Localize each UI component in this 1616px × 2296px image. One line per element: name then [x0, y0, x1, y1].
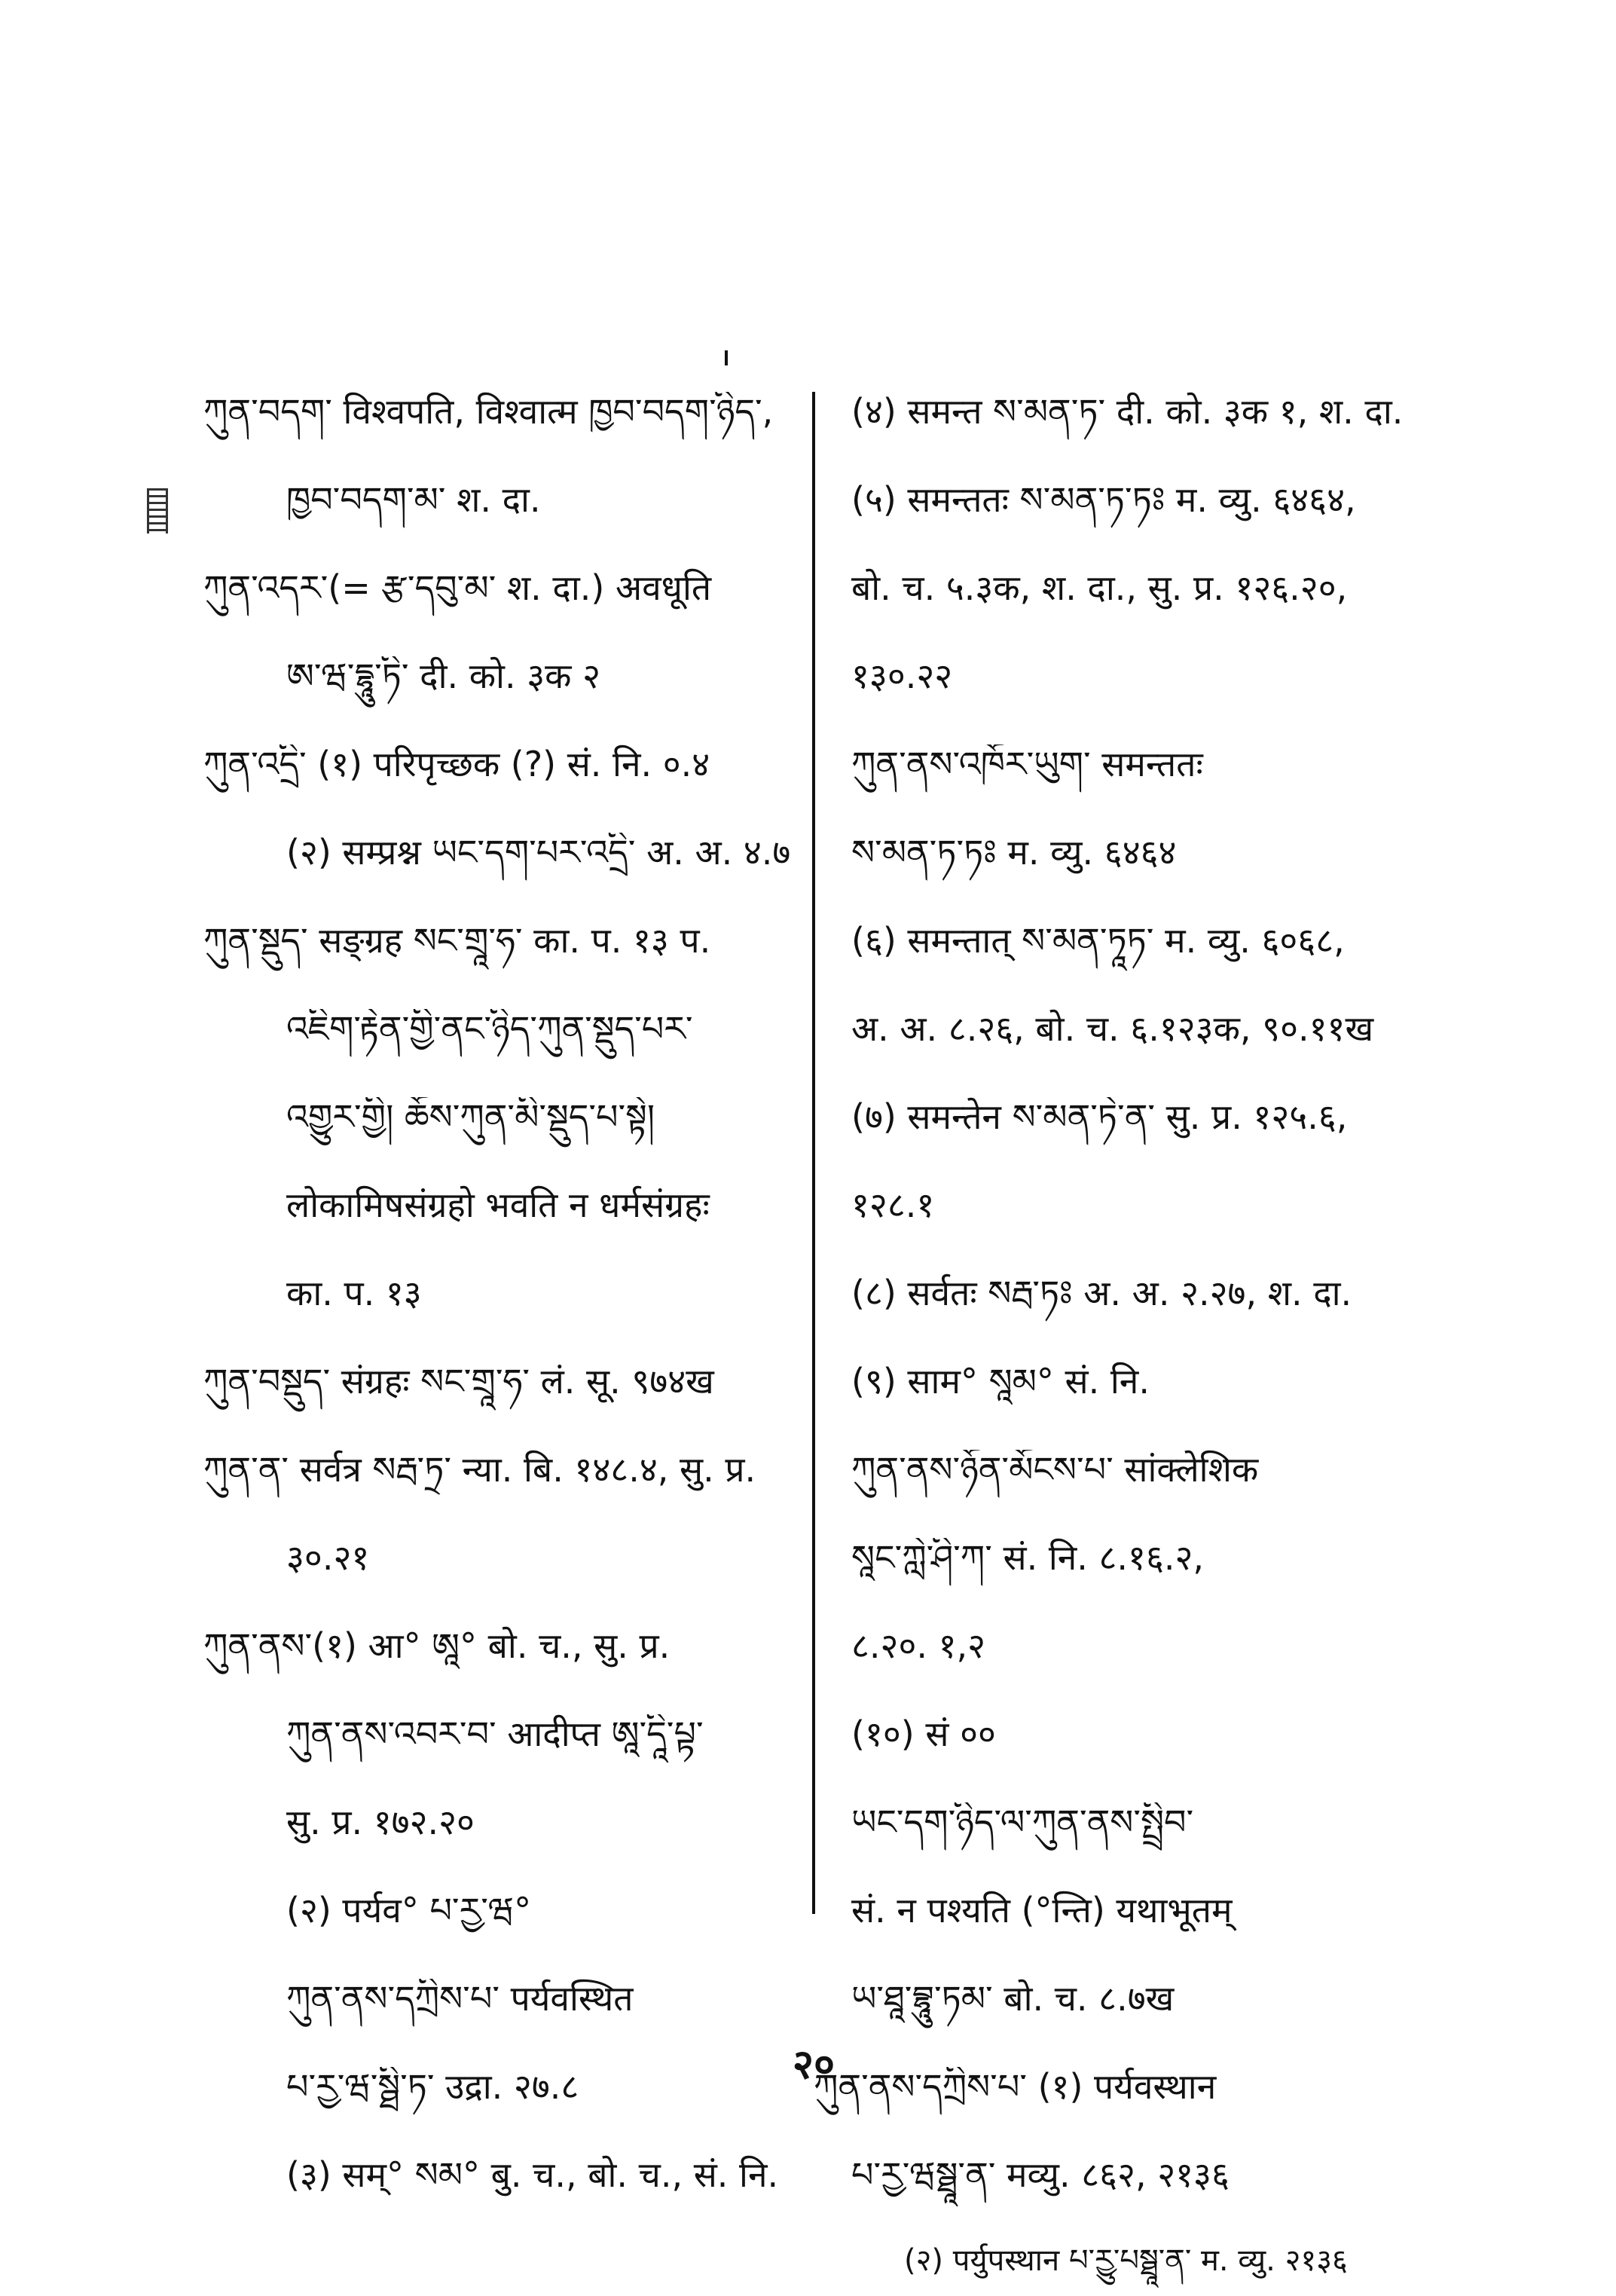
dictionary-line: (७) समन्तेन ས་མན་ཏེ་ན་ सु. प्र. १२५.६,: [851, 1097, 1348, 1137]
dictionary-line: ཀུན་འདྲི་ (१) परिपृच्छक (?) सं. नि. ०.४: [203, 744, 710, 784]
footnote-line: (२) पर्युपस्थान པ་རྱུ་པསྠཱ་ན་ म. व्यु. २१३६: [904, 2243, 1348, 2278]
dictionary-line: (९) साम° སཱམ° सं. नि.: [851, 1362, 1150, 1402]
dictionary-line: ८.२०. १,२: [851, 1626, 986, 1666]
dictionary-line: ཡ་ཐཱ་བྷཱུ་ཏམ་ बो. च. ८.७ख: [851, 1979, 1175, 2019]
dictionary-line: (४) समन्त ས་མན་ཏ་ दी. को. ३क १, श. दा.: [851, 392, 1404, 432]
left-column: [203, 392, 791, 2243]
dictionary-line: १३०.२२: [851, 656, 953, 696]
dictionary-line: बो. च. ५.३क, श. दा., सु. प्र. १२६.२०,: [851, 568, 1348, 608]
dictionary-line: ཨ་ཝ་དྷཱུ་ཏི་ दी. को. ३क २: [286, 656, 601, 696]
dictionary-line: (२) पर्यव° པ་རྱ་ཝ°: [286, 1891, 532, 1931]
right-column: [814, 392, 1446, 2296]
dictionary-line: सं. न पश्यति (°न्ति) यथाभूतम्: [851, 1891, 1233, 1931]
dictionary-line: १२८.१: [851, 1185, 935, 1225]
dictionary-line: ཀུན་ནས་ཉོན་མོངས་པ་ सांक्लेशिक: [851, 1450, 1259, 1490]
dictionary-line: ཀུན་ན་ सर्वत्र སརྦ་ཏྲ་ न्या. बि. १४८.४, सु. प्र.: [203, 1450, 756, 1490]
dictionary-line: (३) सम्° སམ° बु. च., बो. च., सं. नि.: [286, 2155, 779, 2195]
top-tick-mark: [725, 350, 728, 365]
dictionary-line: ཀུན་བསྡུད་ संग्रहः སང་གྲཱ་ཧ་ लं. सू. ९७४ख: [203, 1362, 714, 1402]
dictionary-line: ཀུན་ནས་འཁོར་ཡུག་ समन्ततः: [851, 744, 1203, 784]
dictionary-line: ཀུན་འདར་(= རྩ་དབུ་མ་ श. दा.) अवधूति: [203, 568, 712, 608]
dictionary-line: པ་རྱ་ཝསྠཱ་ན་ मव्यु. ८६२, २१३६: [851, 2155, 1230, 2195]
dictionary-line: འགྱུར་གྱི། ཆོས་ཀུན་མི་སྡུད་པ་སྟེ།: [286, 1097, 655, 1137]
dictionary-line: अ. अ. ८.२६, बो. च. ६.१२३क, ९०.११ख: [851, 1009, 1374, 1049]
dictionary-line: ३०.२१: [286, 1538, 370, 1578]
dictionary-line: ཀུན་ནས་དཀྲིས་པ་ पर्यवस्थित: [286, 1979, 634, 2019]
dictionary-line: ཀུན་ནས་དཀྲིས་པ་ (१) पर्यवस्थान: [814, 2067, 1217, 2107]
dictionary-line: लोकामिषसंग्रहो भवति न धर्मसंग्रहः: [286, 1185, 710, 1225]
column-divider: [812, 392, 815, 1914]
dictionary-line: का. प. १३: [286, 1273, 422, 1313]
dictionary-line: ཡང་དག་ཉིད་ལ་ཀུན་ནས་སྤྲིབ་: [851, 1802, 1194, 1842]
margin-ruler-mark: [147, 488, 168, 533]
dictionary-line: ཁྱབ་བདག་མ་ श. दा.: [286, 480, 541, 520]
dictionary-line: ས་མན་ཏ་ཏཿ म. व्यु. ६४६४: [851, 833, 1177, 873]
dictionary-line: ཀུན་བདག་ विश्वपति, विश्वात्म ཁྱབ་བདག་ཉིད་,: [203, 392, 774, 432]
dictionary-line: ཀུན་ནས་འབར་བ་ आदीप्त ཨཱ་དཱི་པྟ་: [286, 1714, 704, 1754]
dictionary-line: སཱང་ཀླེ་ཤི་ཀ་ सं. नि. ८.१६.२,: [851, 1538, 1205, 1578]
dictionary-line: ཀུན་སྡུད་ सङ्ग्रह སང་གྲཱ་ཧ་ का. प. १३ प.: [203, 921, 711, 961]
dictionary-line: པ་རྱ་ཝ་སྠི་ཏ་ उद्रा. २७.८: [286, 2067, 579, 2107]
dictionary-line: सु. प्र. १७२.२०: [286, 1802, 475, 1842]
page-number: २०: [792, 2041, 835, 2088]
dictionary-line: འཇིག་རྟེན་གྱི་ནང་ཉིད་ཀུན་སྡུད་པར་: [286, 1009, 693, 1049]
dictionary-line: (६) समन्तात् ས་མན་ཏཱཏ་ म. व्यु. ६०६८,: [851, 921, 1345, 961]
dictionary-line: (२) सम्प्रश्न ཡང་དག་པར་འདྲི་ अ. अ. ४.७: [286, 833, 791, 873]
dictionary-line: (८) सर्वतः སརྦ་ཏཿ अ. अ. २.२७, श. दा.: [851, 1273, 1352, 1313]
dictionary-line: (१०) सं ००: [851, 1714, 996, 1754]
dictionary-line: ཀུན་ནས་(१) आ° ཨཱ° बो. च., सु. प्र.: [203, 1626, 671, 1666]
dictionary-line: (५) समन्ततः ས་མན་ཏ་ཏཿ म. व्यु. ६४६४,: [851, 480, 1356, 520]
